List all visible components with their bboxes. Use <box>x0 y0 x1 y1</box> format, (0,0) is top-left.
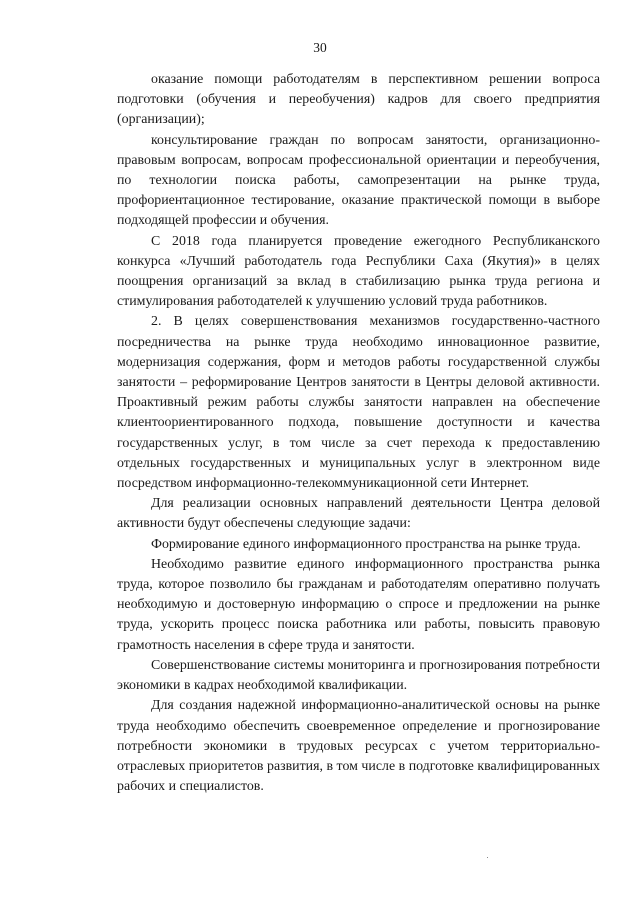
paragraph-task-monitoring: Совершенствование системы мониторинга и прогнозирования потребности экономики в кадрах необходимой квалификации. <box>117 657 600 694</box>
paragraph-employer-assistance: оказание помощи работодателям в перспективном решении вопроса подготовки (обучения и переобучения) кадров для своего предприятия (организации); <box>117 72 600 128</box>
paragraph-task-info-space: Формирование единого информационного пространства на рынке труда. <box>151 536 581 552</box>
paragraph-analytical-basis: Для создания надежной информационно-аналитической основы на рынке труда необходимо обеспечить своевременное определение и прогнозирование потребности экономики в трудовых ресурсах с учетом территориально-отраслевых приоритетов развития, в том числе в подготовке квалифицированных рабочих и специалистов. <box>117 698 600 795</box>
page-number: 30 <box>313 40 327 55</box>
paragraph-employer-contest: С 2018 года планируется проведение ежегодного Республиканского конкурса «Лучший работодатель года Республики Саха (Якутия)» в целях поощрения организаций за вклад в стабилизацию рынка труда региона и стимулирования работодателей к улучшению условий труда работников. <box>117 233 600 310</box>
body-text <box>117 70 600 797</box>
paragraph-info-space-development: Необходимо развитие единого информационного пространства рынка труда, которое позволило бы гражданам и работодателям оперативно получать необходимую и достоверную информацию о спросе и предложении на рынке труда, ускорить процесс поиска работника или работы, повысить правовую грамотность населения в сфере труда и занятости. <box>117 556 600 653</box>
scan-speck <box>487 857 488 858</box>
paragraph-citizen-consulting: консультирование граждан по вопросам занятости, организационно-правовым вопросам, вопросам профессиональной ориентации и переобучения, по технологии поиска работы, самопрезентации на рынке труда, профориентационное тестирование, оказание практической помощи в выборе подходящей профессии и обучения. <box>117 132 600 229</box>
paragraph-business-activity-centers: 2. В целях совершенствования механизмов государственно-частного посредничества на рынке труда необходимо инновационное развитие, модернизация содержания, форм и методов работы государственной службы занятости – реформирование Центров занятости в Центры деловой активности. Проактивный режим работы службы занятости направлен на обеспечение клиентоориентированного подхода, повышение доступности и качества государственных услуг, в том числе за счет перехода к предоставлению отдельных государственных и муниципальных услуг в электронном виде посредством информационно-телекоммуникационной сети Интернет. <box>117 314 600 492</box>
paragraph-center-tasks: Для реализации основных направлений деятельности Центра деловой активности будут обеспечены следующие задачи: <box>117 496 600 532</box>
